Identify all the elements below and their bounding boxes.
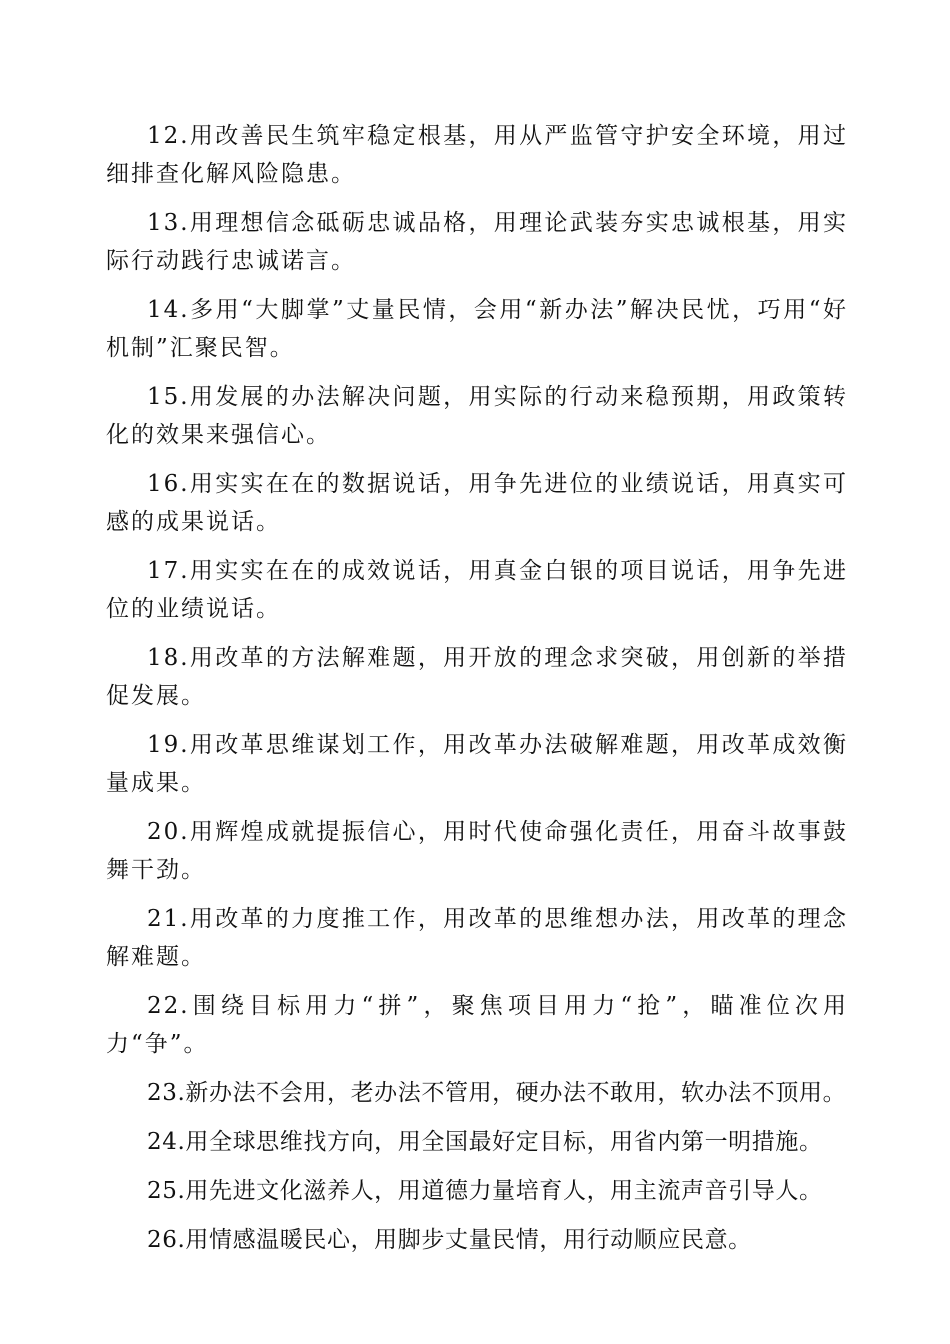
paragraph-19: 19.用改革思维谋划工作，用改革办法破解难题，用改革成效衡量成果。 xyxy=(106,732,848,796)
paragraph-18: 18.用改革的方法解难题，用开放的理念求突破，用创新的举措促发展。 xyxy=(106,645,848,709)
paragraph-12: 12.用改善民生筑牢稳定根基，用从严监管守护安全环境，用过细排查化解风险隐患。 xyxy=(106,123,848,187)
paragraph-14: 14.多用“大脚掌”丈量民情，会用“新办法”解决民忧，巧用“好机制”汇聚民智。 xyxy=(106,297,848,361)
paragraph-26: 26.用情感温暖民心，用脚步丈量民情，用行动顺应民意。 xyxy=(147,1227,752,1253)
paragraph-23: 23.新办法不会用，老办法不管用，硬办法不敢用，软办法不顶用。 xyxy=(147,1080,847,1106)
paragraph-17: 17.用实实在在的成效说话，用真金白银的项目说话，用争先进位的业绩说话。 xyxy=(106,558,848,622)
paragraph-25: 25.用先进文化滋养人，用道德力量培育人，用主流声音引导人。 xyxy=(147,1178,823,1204)
paragraph-21: 21.用改革的力度推工作，用改革的思维想办法，用改革的理念解难题。 xyxy=(106,906,848,970)
paragraph-15: 15.用发展的办法解决问题，用实际的行动来稳预期，用政策转化的效果来强信心。 xyxy=(106,384,848,448)
paragraph-20: 20.用辉煌成就提振信心，用时代使命强化责任，用奋斗故事鼓舞干劲。 xyxy=(106,819,848,883)
paragraph-24: 24.用全球思维找方向，用全国最好定目标，用省内第一明措施。 xyxy=(147,1129,823,1155)
document-body xyxy=(106,117,848,1270)
paragraph-13: 13.用理想信念砥砺忠诚品格，用理论武装夯实忠诚根基，用实际行动践行忠诚诺言。 xyxy=(106,210,848,274)
paragraph-16: 16.用实实在在的数据说话，用争先进位的业绩说话，用真实可感的成果说话。 xyxy=(106,471,848,535)
paragraph-22: 22.围绕目标用力“拼”，聚焦项目用力“抢”，瞄准位次用力“争”。 xyxy=(106,993,848,1057)
